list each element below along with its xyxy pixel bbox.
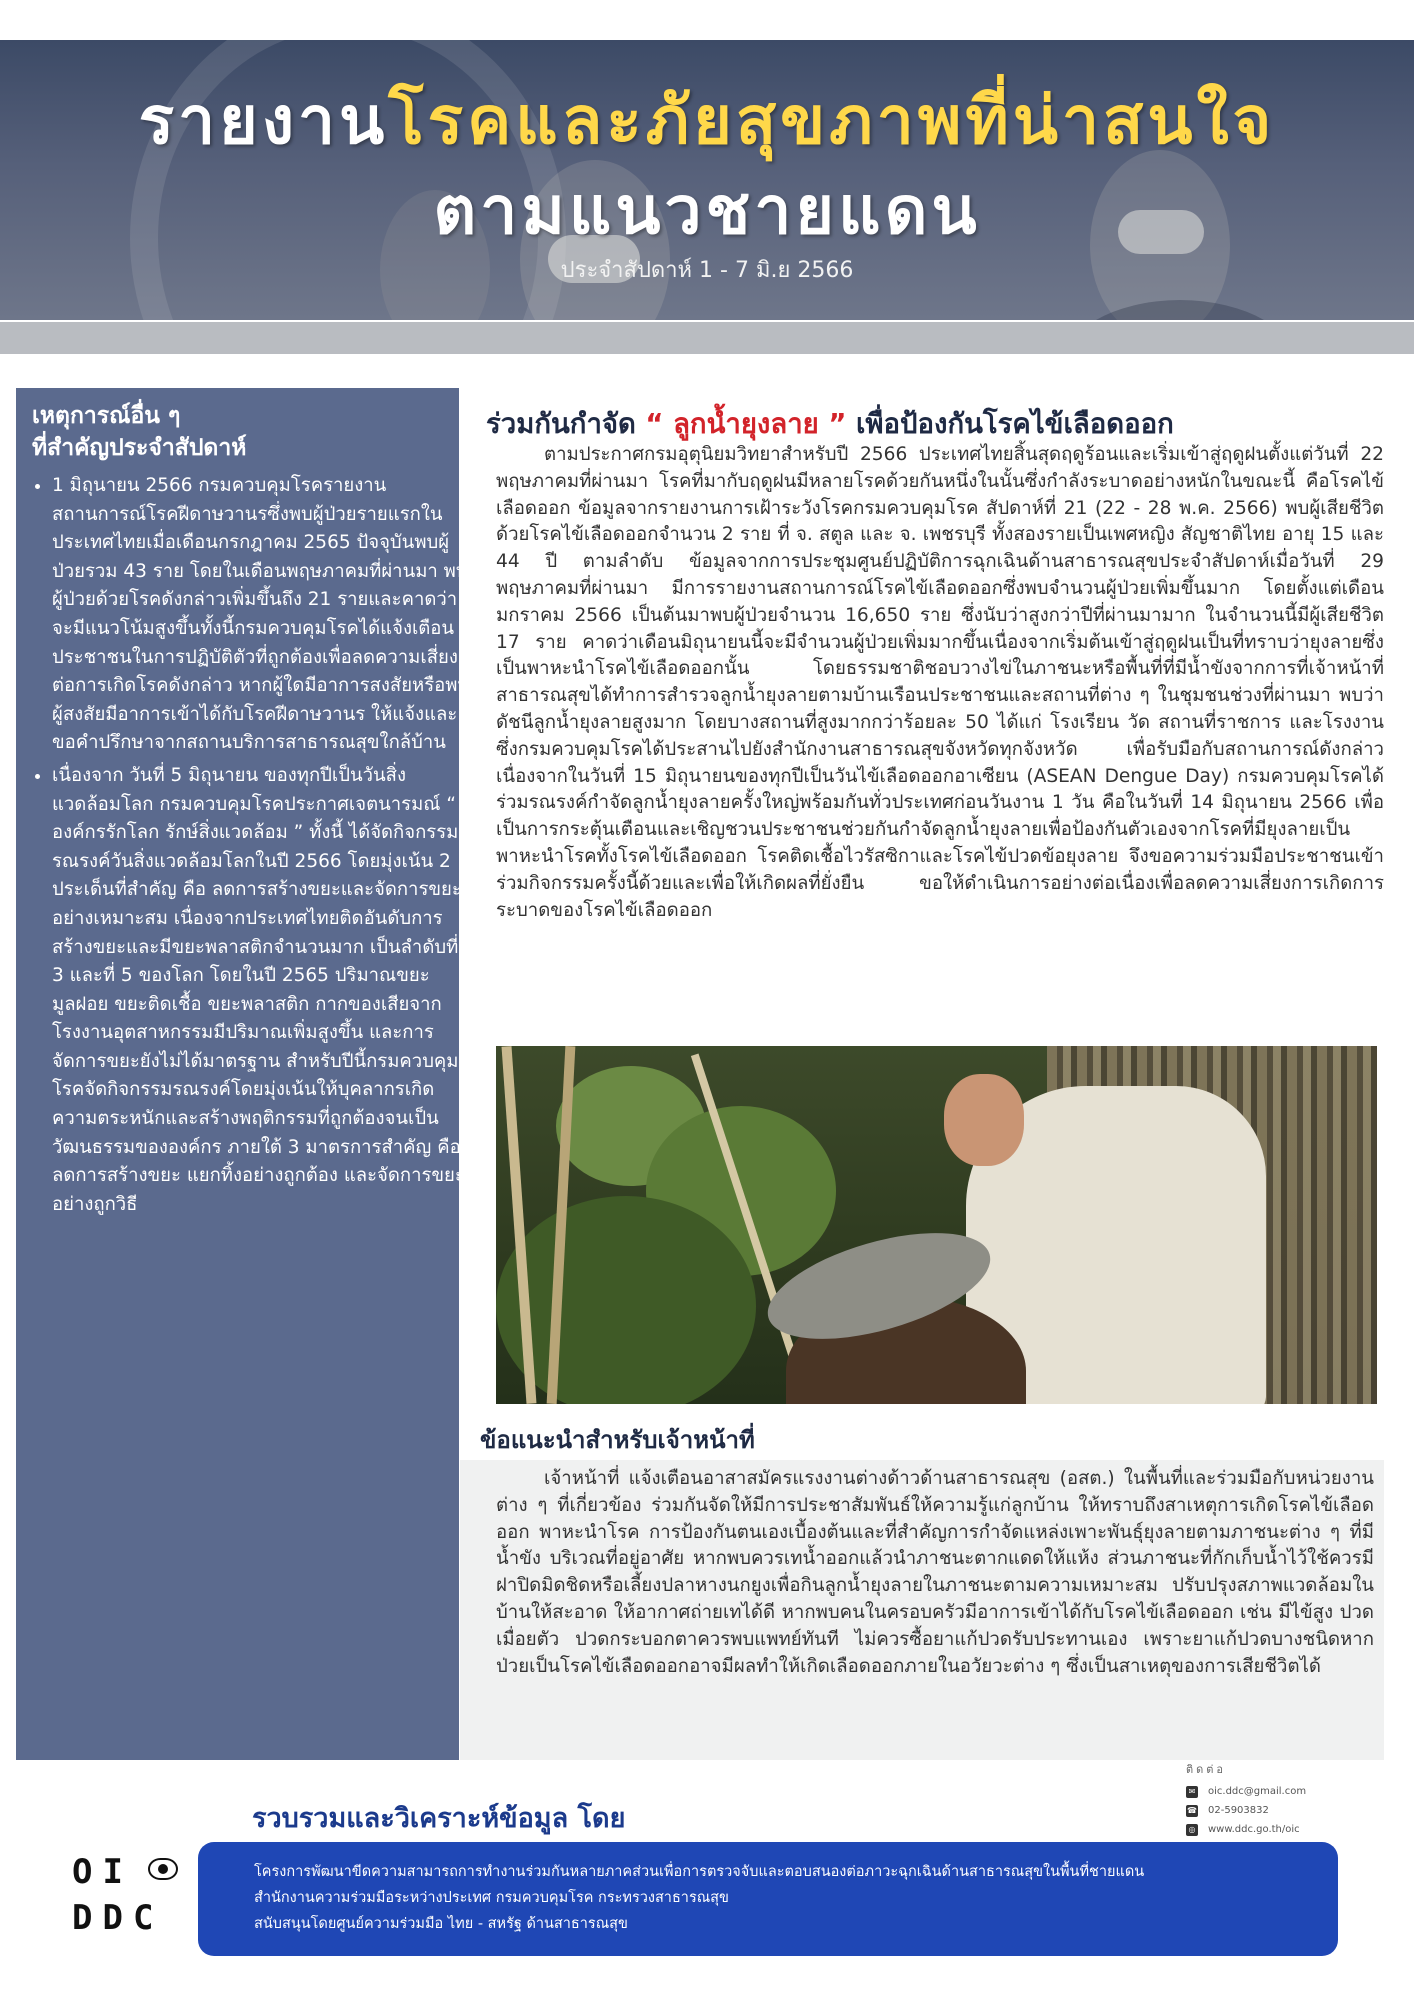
article-body: ตามประกาศกรมอุตุนิยมวิทยาสำหรับปี 2566 ประเทศไทยสิ้นสุดฤดูร้อนและเริ่มเข้าสู่ฤดูฝนตั้งแต่วันที่ 22 พฤษภาคมที่ผ่านมา โรคที่มากับฤดูฝนมีหลายโรคด้วยกันหนึ่งในนั้นซึ่งกำลังระบาดอย่างหนักในขณะนี้ คือโรคไข้เลือดออก ข้อมูลจากรายงานการเฝ้าระวังโรคกรมควบคุมโรค สัปดาห์ที่ 21 (22 - 28 พ.ค. 2566) พบผู้เสียชีวิตด้วยโรคไข้เลือดออกจำนวน 2 ราย ที่ จ. สตูล และ จ. เพชรบุรี ทั้งสองรายเป็นเพศหญิง สัญชาติไทย อายุ 15 และ 44 ปี ตามลำดับ ข้อมูลจากการประชุมศูนย์ปฏิบัติการฉุกเฉินด้านสาธารณสุขประจำสัปดาห์เมื่อวันที่ 29 พฤษภาคมที่ผ่านมา มีการรายงานสถานการณ์โรคไข้เลือดออกซึ่งพบจำนวนผู้ป่วยเพิ่มขึ้นมาก โดยตั้งแต่เดือนมกราคม 2566 เป็นต้นมาพบผู้ป่วยจำนวน 16,650 ราย ซึ่งนับว่าสูงกว่าปีที่ผ่านมามาก ในจำนวนนี้มีผู้เสียชีวิต 17 ราย คาดว่าเดือนมิถุนายนนี้จะมีจำนวนผู้ป่วยเพิ่มมากขึ้นเนื่องจากเริ่มต้นเข้าสู่ฤดูฝนเป็นที่ทราบว่ายุงลายซึ่งเป็นพาหะนำโรคไข้เลือดออกนั้น โดยธรรมชาติชอบวางไข่ในภาชนะหรือพื้นที่ที่มีน้ำขังจากการที่เจ้าหน้าที่สาธารณสุขได้ทำการสำรวจลูกน้ำยุงลายตามบ้านเรือนประชาชนและสถานที่ต่าง ๆ ในชุมชนช่วงที่ผ่านมา พบว่าดัชนีลูกน้ำยุงลายสูงมาก โดยบางสถานที่สูงมากกว่าร้อยละ 50 ได้แก่ โรงเรียน วัด สถานที่ราชการ และโรงงาน ซึ่งกรมควบคุมโรคได้ประสานไปยังสำนักงานสาธารณสุขจังหวัดทุกจังหวัด เพื่อรับมือกับสถานการณ์ดังกล่าวเนื่องจากในวันที่ 15 มิถุนายนของทุกปีเป็นวันไข้เลือดออกอาเซียน (ASEAN Dengue Day) กรมควบคุมโรคได้ร่วมรณรงค์กำจัดลูกน้ำยุงลายครั้งใหญ่พร้อมกันทั่วประเทศก่อนวันงาน 1 วัน คือในวันที่ 14 มิถุนายน 2566 เพื่อเป็นการกระตุ้นเตือนและเชิญชวนประชาชนช่วยกันกำจัดลูกน้ำยุงลายเพื่อป้องกันตัวเองจากโรคที่มียุงลายเป็นพาหะนำโรคทั้งโรคไข้เลือดออก โรคติดเชื้อไวรัสซิกาและโรคไข้ปวดข้อยุงลาย จึงขอความร่วมมือประชาชนเข้าร่วมกิจกรรมครั้งนี้ด้วยและเพื่อให้เกิดผลที่ยั่งยืน ขอให้ดำเนินการอย่างต่อเนื่องเพื่อลดความเสี่ยงการเกิดการระบาดของโรคไข้เลือดออก: [496, 444, 1384, 921]
footer-office-line: สำนักงานความร่วมมือระหว่างประเทศ กรมควบคุมโรค กระทรวงสาธารณสุข: [254, 1890, 729, 1906]
page-title-line2: ตามแนวชายแดน: [433, 172, 981, 249]
contact-email[interactable]: ✉ oic.ddc@gmail.com: [1186, 1782, 1396, 1801]
photo-foliage: [496, 1196, 756, 1404]
other-events-panel: [16, 388, 470, 1760]
globe-icon: ◎: [1186, 1824, 1198, 1836]
oi-ddc-logo: OI DDC: [72, 1852, 192, 1952]
contact-label: ติดต่อ: [1186, 1763, 1227, 1776]
other-events-list: [30, 472, 472, 1223]
footer-project-line: โครงการพัฒนาขีดความสามารถการทำงานร่วมกันหลายภาคส่วนเพื่อการตรวจจับและตอบสนองต่อภาวะฉุกเฉินด้านสาธารณสุขในพื้นที่ชายแดน: [254, 1864, 1145, 1880]
list-item: • เนื่องจาก วันที่ 5 มิถุนายน ของทุกปีเป็นวันสิ่งแวดล้อมโลก กรมควบคุมโรคประกาศเจตนารมณ์ “ องค์กรรักโลก รักษ์สิ่งแวดล้อม ” ทั้งนี้ ได้จัดกิจกรรมรณรงค์วันสิ่งแวดล้อมโลกในปี 2566 โดยมุ่งเน้น 2 ประเด็นที่สำคัญ คือ ลดการสร้างขยะและจัดการขยะอย่างเหมาะสม เนื่องจากประเทศไทยติดอันดับการสร้างขยะและมีขยะพลาสติกจำนวนมาก เป็นลำดับที่ 3 และที่ 5 ของโลก โดยในปี 2565 ปริมาณขยะมูลฝอย ขยะติดเชื้อ ขยะพลาสติก กากของเสียจากโรงงานอุตสาหกรรมมีปริมาณเพิ่มสูงขึ้น และการจัดการขยะยังไม่ได้มาตรฐาน สำหรับปีนี้กรมควบคุมโรคจัดกิจกรรมรณรงค์โดยมุ่งเน้นให้บุคลากรเกิดความตระหนักและสร้างพฤติกรรมที่ถูกต้องจนเป็นวัฒนธรรมขององค์กร ภายใต้ 3 มาตรการสำคัญ คือ ลดการสร้างขยะ แยกทิ้งอย่างถูกต้อง และจัดการขยะอย่างถูกวิธี: [52, 762, 472, 1220]
phone-icon: ☎: [1187, 1805, 1197, 1815]
footer-support-line: สนับสนุนโดยศูนย์ความร่วมมือ ไทย - สหรัฐ ด้านสาธารณสุข: [254, 1916, 628, 1932]
list-item: • 1 มิถุนายน 2566 กรมควบคุมโรครายงานสถานการณ์โรคฝีดาษวานรซึ่งพบผู้ป่วยรายแรกในประเทศไทยเมื่อเดือนกรกฎาคม 2565 ปัจจุบันพบผู้ป่วยรวม 43 ราย โดยในเดือนพฤษภาคมที่ผ่านมา พบผู้ป่วยด้วยโรคดังกล่าวเพิ่มขึ้นถึง 21 รายและคาดว่าจะมีแนวโน้มสูงขึ้นทั้งนี้กรมควบคุมโรคได้แจ้งเตือนประชาชนในการปฏิบัติตัวที่ถูกต้องเพื่อลดความเสี่ยงต่อการเกิดโรคดังกล่าว หากผู้ใดมีอาการสงสัยหรือพบผู้สงสัยมีอาการเข้าได้กับโรคฝีดาษวานร ให้แจ้งและขอคำปรึกษาจากสถานบริการสาธารณสุขใกล้บ้าน: [52, 472, 472, 758]
header-divider-band: [0, 322, 1414, 354]
photo-officer-head: [944, 1074, 1024, 1166]
report-period: ประจำสัปดาห์ 1 - 7 มิ.ย 2566: [560, 258, 854, 283]
contact-phone[interactable]: ☎ 02-5903832: [1187, 1805, 1269, 1816]
article-title: ร่วมกันกำจัด “ ลูกน้ำยุงลาย ” เพื่อป้องกันโรคไข้เลือดออก: [486, 408, 1174, 440]
email-icon: ✉: [1186, 1786, 1198, 1798]
banner-photo-figure: [1060, 300, 1300, 320]
contact-block: [1186, 1760, 1396, 1839]
eye-icon: [148, 1858, 178, 1880]
other-events-heading: เหตุการณ์อื่น ๆ ที่สำคัญประจำสัปดาห์: [32, 403, 247, 461]
page-title-line1: รายงานโรคและภัยสุขภาพที่น่าสนใจ: [138, 82, 1276, 159]
footer-bar: [198, 1842, 1338, 1956]
advice-body: เจ้าหน้าที่ แจ้งเตือนอาสาสมัครแรงงานต่างด้าวด้านสาธารณสุข (อสต.) ในพื้นที่และร่วมมือกับหน่วยงานต่าง ๆ ที่เกี่ยวข้อง ร่วมกันจัดให้มีการประชาสัมพันธ์ให้ความรู้แก่ลูกบ้าน ให้ทราบถึงสาเหตุการเกิดโรคไข้เลือดออก พาหะนำโรค การป้องกันตนเองเบื้องต้นและที่สำคัญการกำจัดแหล่งเพาะพันธุ์ยุงลายตามภาชนะต่าง ๆ ที่มีน้ำขัง บริเวณที่อยู่อาศัย หากพบควรเทน้ำออกแล้วนำภาชนะตากแดดให้แห้ง ส่วนภาชนะที่กักเก็บน้ำไว้ใช้ควรมีฝาปิดมิดชิดหรือเลี้ยงปลาหางนกยูงเพื่อกินลูกน้ำยุงลายในภาชนะตามความเหมาะสม ปรับปรุงสภาพแวดล้อมในบ้านให้สะอาด ให้อากาศถ่ายเทได้ดี หากพบคนในครอบครัวมีอาการเข้าได้กับโรคไข้เลือดออก เช่น มีไข้สูง ปวดเมื่อยตัว ปวดกระบอกตาควรพบแพทย์ทันที ไม่ควรซื้อยาแก้ปวดรับประทานเอง เพราะยาแก้ปวดบางชนิดหากป่วยเป็นโรคไข้เลือดออกอาจมีผลทำให้เกิดเลือดออกภายในอวัยวะต่าง ๆ ซึ่งเป็นสาเหตุของการเสียชีวิตได้: [496, 1468, 1374, 1677]
article-photo: [496, 1046, 1377, 1404]
advice-title: ข้อแนะนำสำหรับเจ้าหน้าที่: [480, 1426, 755, 1454]
compiled-by-heading: รวบรวมและวิเคราะห์ข้อมูล โดย: [252, 1803, 626, 1834]
contact-website[interactable]: ◎ www.ddc.go.th/oic: [1186, 1820, 1396, 1839]
